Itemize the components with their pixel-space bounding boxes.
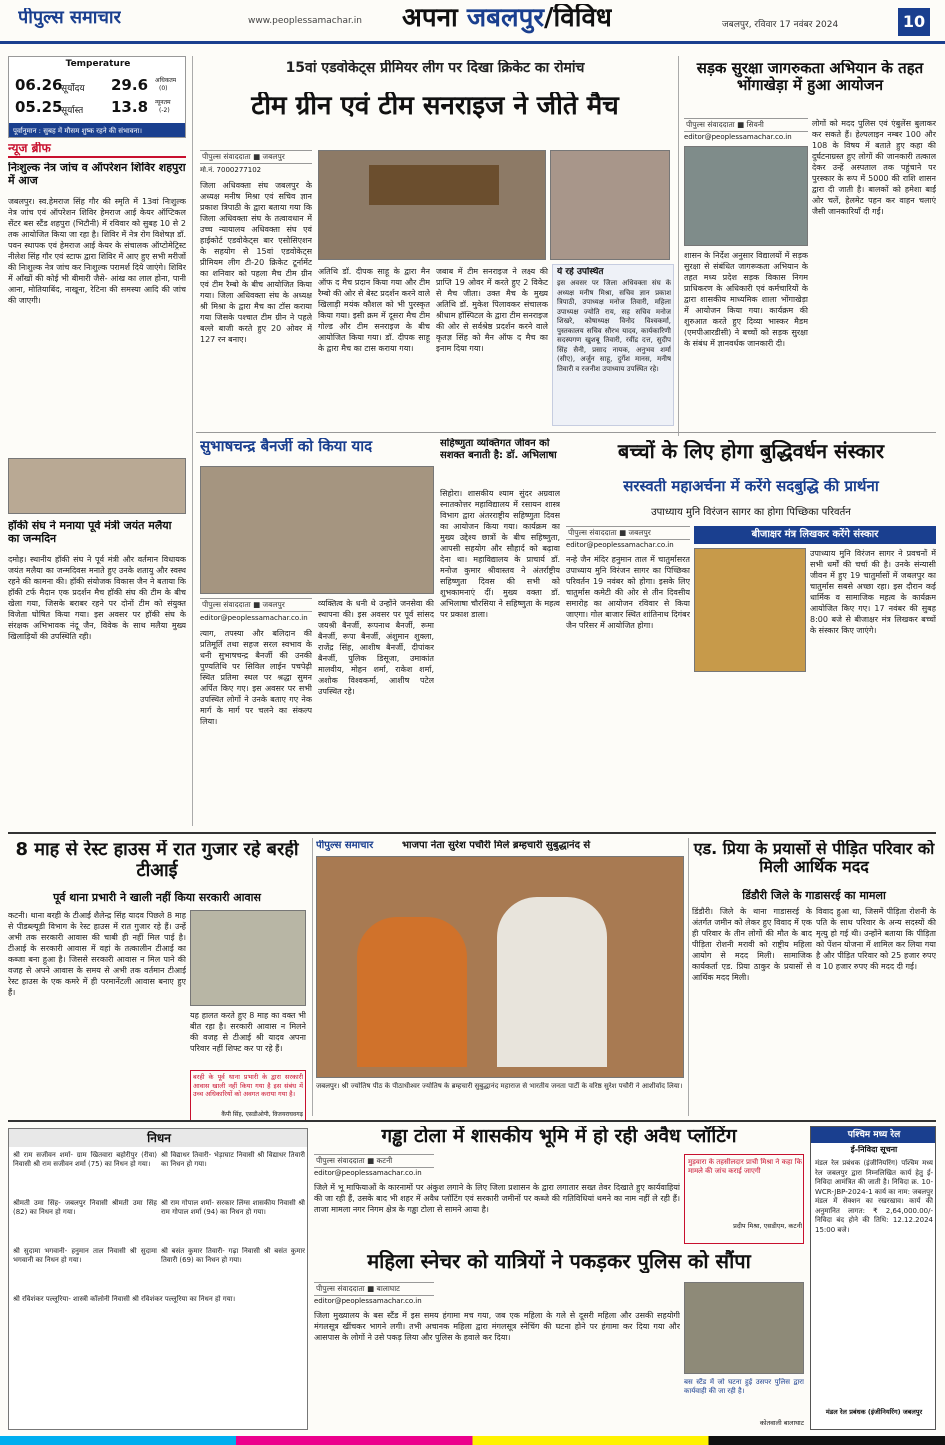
gadda-tola-byline: पीपुल्स संवाददाता ■ कटनी [314,1154,434,1168]
road-safety-byline: पीपुल्स संवाददाता ■ सिवनी [684,118,808,132]
sahishnuta-headline: सहिष्णुता व्यक्तिगत जीवन को सशक्त बनाती है: डॉ. अभिलाषा [440,438,557,461]
photo-story-caption: जबलपुर। श्री ज्योतिष पीठ के पीठाधीश्वर ज्योतिष के ब्रम्हचारी सुबुद्धानंद महाराज से भारतीय जनता पार्टी के वरिष्ठ सुरेश पचौरी ने आशीर्वाद लिया। [316,1082,683,1090]
obituary-item: श्री विद्याधर तिवारी- भेड़ाघाट निवासी श्री विद्याधर तिवारी का निधन हो गया। [161,1151,305,1168]
forecast: पूर्वानुमान : सुबह में मौसम शुष्क रहने की संभावना। [9,123,186,138]
cricket-speaker-photo [550,150,670,260]
sanskar-deck: उपाध्याय मुनि विरंजन सागर का होगा पिच्छिका परिवर्तन [651,507,851,518]
subhash-body-2: त्याग, तपस्या और बलिदान की प्रतिमूर्ति तथा सहज सरल स्वभाव के धनी सुभाषचन्द्र बैनर्जी की उनकी पुण्यतिथि पर सिविल लाईन पचपेढ़ी स्थित प्रतिमा स्थल पर श्रद्धा सुमन अर्पित किए गए। इस अवसर पर सभी उपस्थित लोगों ने उनके बताए गए नेक मार्ग के मार्ग पर चलने का संकल्प लिया। [200,629,312,726]
obituary-item: श्री सुदामा भगवानी- हनुमान ताल निवासी श्री सुदामा भगवानी का निधन हो गया। [13,1247,157,1264]
sanskar-headline: बच्चों के लिए होगा बुद्धिवर्धन संस्कार [617,440,885,463]
sanskar-body-1: नन्हे जैन मंदिर हनुमान ताल में चातुर्मासरत उपाध्याय मुनि विरंजन सागर का पिच्छिका परिवर्तन 19 नवंबर को होगा। इसके लिए चातुर्मास कमेटी की ओर से तीन दिवसीय समारोह का आयोजन रविवार से किया जाएगा। गोल बाजार स्थित शांतिनाथ दिगंबर जैन परिसर में आयोजित होगा। [566,555,690,630]
railway-title: पश्चिम मध्य रेल [811,1127,936,1143]
cricket-team-photo [318,150,546,260]
sanskar-banner: बीजाक्षर मंत्र लिखकर करेंगे संस्कार [694,526,936,544]
min-temp: 13.8 [111,99,149,116]
weather-title: Temperature [65,59,131,69]
snatcher-headline: महिला स्नेचर को यात्रियों ने पकड़कर पुलिस को सौंपा [367,1250,751,1273]
trophy-banner [369,165,499,205]
priya-subhead: डिंडौरी जिले के गाडासरई का मामला [742,889,886,902]
subhash-headline: सुभाषचन्द्र बैनर्जी को किया याद [200,438,373,455]
present-body: इस अवसर पर जिला अधिवक्ता संघ के अध्यक्ष मनीष मिश्रा, सचिव ज्ञान प्रकाश त्रिपाठी, उपाध्यक्ष मनोज तिवारी, महिला उपाध्यक्ष ज्योति राय, सह सचिव मनोज शिखरे, कोषाध्यक्ष विनोद विश्वकर्मा, पुस्तकालय सचिव सौरभ यादव, कार्यकारिणी सदस्यगण खुशबू तिवारी, रवींद्र दत्त, सुदीप सिंह सैनी, प्रसाद नायक, अनुभव शर्मा (सीए), अर्जुन साहू, दुर्गेश मानस, मनीष तिवारी व रजनीश उपाध्याय उपस्थित रहे। [557,279,671,373]
railway-tender [810,1126,936,1430]
color-registration-bar [0,1436,945,1445]
gadda-tola-highlight-attr: प्रदीप मिश्रा, एसडीएम, कटनी [733,1222,802,1230]
cricket-body-2: अतिथि डॉ. दीपक साहू के द्वारा मैन ऑफ द मैच प्रदान किया गया और टीम रैम्बो की ओर से बेस्ट प्रदर्शन करने वाले खिलाड़ी मयंक कौशल को भी पुरस्कृत किया गया। इसी क्रम में दूसरा मैच टीम गोल्ड और टीम सनराइज के बीच आयोजित किया गया। डॉ. दीपक साहू के द्वारा मैच का टास कराया गया। [318,267,430,353]
subhash-body-1: व्यक्तित्व के धनी थे उन्होंने जनसेवा की स्थापना की। इस अवसर पर पूर्व सांसद जयश्री बैनर्जी, रूपनाथ बैनर्जी, रूमा बैनर्जी, रूपा बैनर्जी, अंशुमान शुक्ला, राजेंद्र सिंह, आशीष बैनर्जी, दीपांकर बैनर्जी, पुलिक डिसूजा, उमाकांत मालवीय, मोहन शर्मा, राकेश शर्मा, अशोक विश्वकर्मा, आशीष पटेल उपस्थित रहे। [318,599,434,696]
rest-house-quote: बरही के पूर्व थाना प्रभारी के द्वारा सरकारी आवास खाली नहीं किया गया है इस संबंध में उच्च अधिकारियों को अवगत कराया गया है। [193,1073,303,1098]
road-safety-photo [684,146,808,246]
max-temp: 29.6 [111,77,149,94]
obituary-item: श्रीमती उमा सिंह- जबलपुर निवासी श्रीमती उमा सिंह (82) का निधन हो गया। [13,1199,157,1216]
rest-house-quote-box [190,1070,306,1122]
max-label: अधिकतम [155,77,177,84]
present-label: ये रहे उपस्थित [557,267,604,277]
cricket-body-3: जबाब में टीम सनराइज ने लक्ष्य की प्राप्ति 19 ओवर में करते हुए 2 विकेट से मैच जीता। उक्त मैच के मुख्य अतिथि डॉ. मुकेश पिलावकर संचालक श्रीधाम हॉस्पिटल के द्वारा टीम सनराइज की ओर से सर्वश्रेष्ठ प्रदर्शन करने वाले कृतज्ञ सिंह को मैन ऑफ द मैच का इनाम दिया गया। [436,267,548,353]
photo-story-headline: भाजपा नेता सुरेश पचौरी मिले ब्रम्हचारी सुबुद्धानंद से [402,840,591,851]
road-safety-body-2: लोगों को मदद पुलिस एवं एंबुलेंस बुलाकर कर सकते हैं। हेल्पलाइन नम्बर 100 और 108 के विषय में बताते हुए कहा की दुर्घटनाग्रस्त हुए लोगों की जानकारी तत्काल देकर उन्हें अस्पताल तक पहुंचाने पर पुरस्कार के रूप में 5000 की राशि शासन द्वारा दी जाती है। बालकों को हमेशा बाईं ओर चलें, हेलमेट पहन कर वाहन चलाएं जैसी जानकारियाँ दी गईं। [812,119,936,216]
snatcher-body: जिला मुख्यालय के बस स्टैंड में इस समय हंगामा मच गया, जब एक महिला के गले से दूसरी महिला और उसकी सहयोगी मंगलसूत्र खींचकर भागने लगी। तभी अचानक महिला द्वारा मंगलसूत्र स्नेचिंग की घटना होने पर हंगामा कर दिया गया और आसपास के लोगों ने उसे पकड़ लिया और पुलिस के हवाले कर दिया। [314,1311,680,1342]
present-box [552,264,674,426]
brief-1-photo [8,458,186,514]
obituary-item: श्री राम सजीवन शर्मा- ग्राम खितवारा बहोरीपुर (रीवा) निवासी श्री राम सजीवन शर्मा (75) का निधन हो गया। [13,1151,157,1168]
saffron-figure [357,917,467,1067]
snatcher-quote: बस स्टैंड में जो घटना हुई उसपर पुलिस द्वारा कार्यवाही की जा रही है। [684,1378,804,1395]
cricket-byline: पीपुल्स संवाददाता ■ जबलपुर [200,150,312,164]
cricket-headline: टीम ग्रीन एवं टीम सनराइज ने जीते मैच [251,92,619,121]
muni-photo [694,548,806,672]
white-figure [497,897,607,1067]
section-title: अपना जबलपुर/विविध [402,4,612,33]
road-safety-body-1: शासन के निर्देश अनुसार विद्यालयों में सड़क सुरक्षा से संबंधित जागरूकता अभियान के तहत मध्य प्रदेश सड़क विकास निगम प्राधिकरण के अधिकारी एवं कर्मचारियों के द्वारा शासकीय माध्यमिक शाला भोंगाखेड़ा में आयोजन किया गया। कार्यक्रम की शुरुआत करते हुए दिव्या भास्कर मैडम (एमपीआरडीसी) ने बच्चों को सड़क सुरक्षा के संबंध में ज्ञानवर्धक जानकारी दी। [684,251,808,348]
rest-house-body-2: यह हालत करते हुए 8 माह का वक्त भी बीत रहा है। सरकारी आवास न मिलने की वजह से टीआई श्री यादव अपना परिवार नहीं शिफ्ट कर पा रहे हैं। [190,1011,306,1053]
rest-house-subhead: पूर्व थाना प्रभारी ने खाली नहीं किया सरकारी आवास [53,891,261,904]
paper-name: पीपुल्स समाचार [18,8,121,28]
website: www.peoplessamachar.in [248,16,362,26]
priya-headline: एड. प्रिया के प्रयासों से पीड़ित परिवार को मिली आर्थिक मदद [693,840,935,877]
sunset-time: 05.25 [15,99,63,116]
railway-subtitle: ई-निविदा सूचना [850,1145,898,1154]
brief-2-body: दमोह। स्थानीय हॉकी संघ ने पूर्व मंत्री और वर्तमान विधायक जयंत मलैया का जन्मदिवस मनाते हुए उनके शतायु और स्वस्थ रहने की कामना की। हॉकी संयोजक विकास जैन ने बताया कि हॉकी टर्फ मैदान एक प्रदर्शन मैच हॉकी संघ की टीम के बीच खेला गया, जिसके बराबर रहने पर दोनों टीम को संयुक्त विजेता घोषित किया गया। इस अवसर पर हॉकी संघ के संरक्षक अभिभावक नंदू जैन, विवेक के साथ मलैया मुख्य खिलाड़ियों की उपस्थिति रही। [8,555,186,641]
cricket-mobile: मो.नं. 7000277102 [200,166,262,174]
sahishnuta-body: सिहोरा। शासकीय श्याम सुंदर अग्रवाल स्नातकोत्तर महाविद्यालय में रसायन शास्त्र विभाग द्वारा अंतरराष्ट्रीय सहिष्णुता दिवस का आयोजन किया गया। कार्यक्रम का मुख्य उद्देश्य छात्रों के बीच सहिष्णुता, आपसी सहयोग और सौहार्द को बढ़ावा देना था। महाविद्यालय के प्राचार्य डॉ. मनोज कुमार श्रीवास्तव ने अंतर्राष्ट्रीय सहिष्णुता दिवस की सभी को शुभकामनाएं दीं। मुख्य वक्ता डॉ. अभिलाषा चौरसिया ने सहिष्णुता के महत्व पर प्रकाश डाला। [440,489,560,619]
max-change: (0) [159,85,168,92]
cricket-body-1: जिला अधिवक्ता संघ जबलपुर के अध्यक्ष मनीष मिश्रा एवं सचिव ज्ञान प्रकाश त्रिपाठी के द्वारा बताया गया कि जिला अधिवक्ता संघ के तत्वावधान में उच्च न्यायालय अधिवक्ता संघ एवं हाईकोर्ट एडवोकेट्स बार एसोसिएशन के सहयोग से 15वां एडवोकेट्स प्रीमियम लीग टी-20 क्रिकेट टूर्नामेंट का शनिवार को पहला मैच टीम ग्रीन एवं टीम रैम्बो के बीच आयोजित किया गया। जिला अधिवक्ता संघ के अध्यक्ष श्री मिश्रा के द्वारा मैच का टॉस कराया गया जिसके पश्चात टीम ग्रीन ने पहले बल्ले बाजी करते हुए 20 ओवर में 127 रन बनाए। [200,181,312,344]
railway-footer: मंडल रेल प्रबंधक (इंजीनियरिंग) जबलपुर [825,1408,923,1416]
road-safety-email: editor@peoplessamachar.co.in [684,133,792,141]
obituary-item: श्री रविशंकर पल्लूरिया- शास्त्री कॉलोनी निवासी श्री रविशंकर पल्लूरिया का निधन हो गया। [13,1295,236,1303]
obituary-title: निधन [9,1129,308,1147]
snatcher-quote-attr: कोतवाली बालाघाट [759,1419,804,1427]
subhash-byline: पीपुल्स संवाददाता ■ जबलपुर [200,598,312,612]
sanskar-email: editor@peoplessamachar.co.in [566,541,674,549]
weather-box [8,56,186,138]
priya-body-1: डिंडौरी। जिले के थाना गाडासरई के अंतर्गत जमीन को लेकर हुए विवाद में एक ही परिवार के तीन लोगों की मौत के बाद पीड़िता रोशनी मरावी को राष्ट्रीय महिला आयोग से मदद मिली। सामाजिक कार्यकर्ता एड. प्रिया ठाकुर के प्रयासों से आर्थिक मदद मिली। [692,907,812,982]
sanskar-body-2: उपाध्याय मुनि विरंजन सागर ने प्रवचनों में सभी धर्मों की चर्चा की है। उनके संन्यासी जीवन में हुए 19 चातुर्मासों में जबलपुर का चातुर्मास सबसे अच्छा रहा। इस दौरान कई धार्मिक व सामाजिक महत्व के कार्यक्रम आयोजित किए गए। 17 नवंबर की सुबह 8:00 बजे से बीजाक्षर मंत्र लिखकर बच्चों के संस्कार किए जाएंगे। [810,549,936,635]
rest-house-photo [190,910,306,1006]
cricket-kicker: 15वां एडवोकेट्स प्रीमियर लीग पर दिखा क्रिकेट का रोमांच [285,60,585,76]
sunrise-label: सूर्योदय [61,84,85,94]
snatcher-email: editor@peoplessamachar.co.in [314,1297,422,1305]
brief-2-headline: हॉकी संघ ने मनाया पूर्व मंत्री जयंत मलैया का जन्मदिन [8,520,172,545]
photo-story-paper: पीपुल्स समाचार [316,840,374,851]
rest-house-quote-attr: कैंपी सिंह, एसडीओपी, विजयराघवगढ़ [221,1111,303,1118]
road-safety-headline: सड़क सुरक्षा जागरुकता अभियान के तहत भोंगाखेड़ा में हुआ आयोजन [696,60,924,95]
snatcher-photo [684,1282,804,1374]
rest-house-headline: 8 माह से रेस्ट हाउस में रात गुजार रहे बरही टीआई [15,840,299,881]
min-change: (-2) [159,107,170,114]
gadda-tola-highlight [684,1154,804,1244]
issue-date: जबलपुर, रविवार 17 नवंबर 2024 [722,20,839,30]
obituary-item: श्री राम गोपाल शर्मा- सरकार लिंग्स शासकीय निवासी श्री राम गोपाल शर्मा (94) का निधन हो गया। [161,1199,305,1216]
photo-story-image [316,856,684,1078]
priya-body-2: विवाद हुआ था, जिसमें पीड़िता रोशनी के पति के साथ परिवार के अन्य सदस्यों की मृत्यु हो गई थी। उन्होंने बताया कि पीड़िता को पेंशन योजना में शामिल कर लिया गया है और पीड़ित परिवार को 25 हजार रुपए व 10 हजार रुपए की मदद दी गई। [816,907,936,971]
sanskar-byline: पीपुल्स संवाददाता ■ जबलपुर [566,526,690,540]
obituary-item: श्री बसंत कुमार तिवारी- गढ़ा निवासी श्री बसंत कुमार तिवारी (69) का निधन हो गया। [161,1247,305,1264]
snatcher-byline: पीपुल्स संवाददाता ■ बालाघाट [314,1282,434,1296]
gadda-tola-highlight-text: मुड़वारा के तहसीलदार प्राची मिश्रा ने कहा कि मामले की जांच कराई जाएगी [688,1158,802,1175]
gadda-tola-headline: गड्ढा टोला में शासकीय भूमि में हो रही अवैध प्लॉटिंग [381,1126,737,1147]
sunrise-time: 06.26 [15,77,63,94]
gadda-tola-body: जिले में भू माफियाओं के कारनामों पर अंकुश लगाने के लिए जिला प्रशासन के द्वारा लगातार सख्त तेवर दिखाते हुए कार्यवाहियां की जा रही हैं, उसके बाद भी शहर में अवैध प्लॉटिंग एवं सरकारी जमीनों पर कब्जे की गतिविधियां थमने का नाम नहीं ले रही हैं। ताजा मामला नगर निगम क्षेत्र के गड्ढा टोला से सामने आया है। [314,1183,680,1214]
brief-1-body: जबलपुर। स्व.हेमराज सिंह गौर की स्मृति में 13वां निःशुल्क नेत्र जांच एवं ऑपरेशन शिविर हेमराज आई केयर ऑप्टिकल सेंटर बस स्टैंड शहपुरा (भिटौनी) में रविवार को सुबह 10 से 2 तक आयोजित किया जा रहा है। शिविर में नेत्र रोग विशेषज्ञ डॉ. पवन स्थापक एवं हेमराज आई केयर के संचालक ऑप्टोमेट्रिस्ट नीलेश सिंह गौर एवं स्टाफ द्वारा शिविर में आए हुए सभी मरीजों की निःशुल्क नेत्र जांच कर निःशुल्क परामर्श दिये जाएंगे। शिविर में आँखों की कोई भी बीमारी जैसे- आंख का लाल होना, पानी आना, मोतियाबिंद, नाखूना, रेटिना की समस्या आदि की जांच की जाएगी। [8,197,186,305]
railway-body: मंडल रेल प्रबंधक (इंजीनियरिंग) पश्चिम मध्य रेल जबलपुर द्वारा निम्नलिखित कार्य हेतु ई-निविदा आमंत्रित की जाती है। निविदा क्र. 10-WCR-JBP-2024-1 कार्य का नाम: जबलपुर मंडल में सेक्शन का रखरखाव। कार्य की अनुमानित लागत: ₹ 2,64,000.00/- निविदा बंद होने की तिथि: 12.12.2024 15:00 बजे। [815,1159,933,1234]
news-brief-label: न्यूज ब्रीफ [8,142,186,158]
obituary-box [8,1128,308,1430]
sanskar-subhead: सरस्वती महाअर्चना में करेंगे सदबुद्धि की प्रार्थना [623,478,879,495]
page-number: 10 [898,8,930,36]
masthead [0,0,945,44]
min-label: न्यूनतम [155,99,171,106]
subhash-photo [200,466,434,594]
brief-1-headline: निःशुल्क नेत्र जांच व ऑपरेशन शिविर शहपुरा में आज [8,162,186,187]
rest-house-body-1: कटनी। थाना बरही के टीआई शैलेन्द्र सिंह यादव पिछले 8 माह से पीडब्ल्यूडी विभाग के रेस्ट हाउस में रात गुजार रहे हैं। उन्हें अभी तक सरकारी आवास की चाबी ही नहीं मिल पाई है। टीआई के सरकारी आवास में वहां के तत्कालीन टीआई का कब्जा बना हुआ है। जिससे सरकारी आवास न मिल पाने की वजह से अपने आवास के समय से अभी तक वर्तमान टीआई रेस्ट हाउस के एक कमरे में ही परमानेंटली आवास बनाए हुए हैं। [8,911,186,997]
gadda-tola-email: editor@peoplessamachar.co.in [314,1169,422,1177]
sunset-label: सूर्यास्त [61,106,84,116]
subhash-email: editor@peoplessamachar.co.in [200,614,308,622]
